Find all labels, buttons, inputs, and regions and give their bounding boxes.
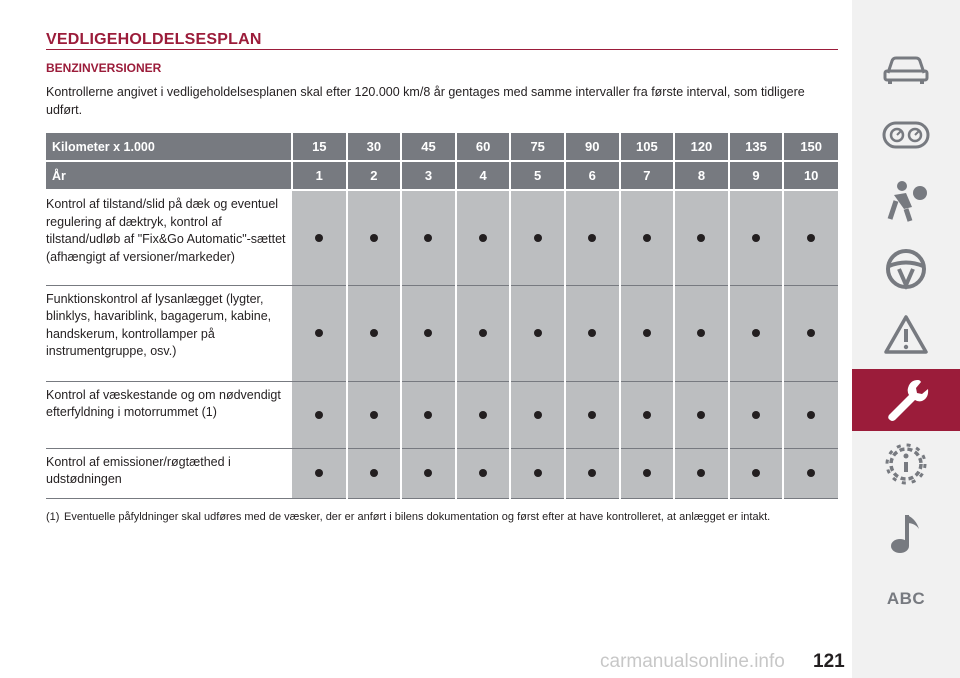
technical-data-gear-icon xyxy=(882,440,930,488)
check-dot-icon xyxy=(424,329,432,337)
check-dot-icon xyxy=(752,329,760,337)
check-dot-icon xyxy=(370,469,378,477)
sidebar-item-dashboard[interactable] xyxy=(852,104,960,166)
maintenance-row xyxy=(46,448,838,498)
interval-cell xyxy=(292,285,347,381)
interval-cell xyxy=(456,448,511,498)
interval-cell xyxy=(620,448,675,498)
footnote xyxy=(46,507,838,524)
check-dot-icon xyxy=(424,469,432,477)
km-value: 150 xyxy=(783,133,838,161)
sidebar-item-maintenance[interactable] xyxy=(852,369,960,431)
check-dot-icon xyxy=(697,411,705,419)
year-value: 9 xyxy=(729,161,784,190)
sidebar-item-technical-data[interactable] xyxy=(852,433,960,495)
watermark: carmanualsonline.info xyxy=(600,651,785,672)
footnote-text: Eventuelle påfyldninger skal udføres med de væsker, der er anført i bilens dokumentation og først efter at have kontrolleret, at anlægget er intakt. xyxy=(64,511,771,523)
check-dot-icon xyxy=(370,234,378,242)
year-header-label: År xyxy=(46,161,292,190)
km-value: 30 xyxy=(347,133,402,161)
interval-cell xyxy=(347,285,402,381)
interval-cell xyxy=(347,381,402,448)
interval-cell xyxy=(456,190,511,285)
maintenance-item-description: Kontrol af væskestande og om nødvendigt efterfyldning i motorrummet (1) xyxy=(46,381,292,448)
sidebar-item-multimedia[interactable] xyxy=(852,502,960,564)
km-value: 45 xyxy=(401,133,456,161)
check-dot-icon xyxy=(479,234,487,242)
km-value: 120 xyxy=(674,133,729,161)
km-header-row xyxy=(46,133,838,161)
interval-cell xyxy=(292,190,347,285)
interval-cell xyxy=(292,448,347,498)
sidebar-item-car[interactable] xyxy=(852,38,960,100)
page-title: VEDLIGEHOLDELSESPLAN xyxy=(46,31,262,48)
km-value: 15 xyxy=(292,133,347,161)
check-dot-icon xyxy=(534,329,542,337)
check-dot-icon xyxy=(424,411,432,419)
sidebar-item-emergency[interactable] xyxy=(852,304,960,366)
interval-cell xyxy=(674,448,729,498)
check-dot-icon xyxy=(315,234,323,242)
dashboard-gauges-icon xyxy=(882,120,930,150)
check-dot-icon xyxy=(588,469,596,477)
maintenance-row xyxy=(46,285,838,381)
year-value: 2 xyxy=(347,161,402,190)
year-value: 7 xyxy=(620,161,675,190)
interval-cell xyxy=(620,381,675,448)
check-dot-icon xyxy=(315,329,323,337)
interval-cell xyxy=(783,285,838,381)
check-dot-icon xyxy=(534,411,542,419)
interval-cell xyxy=(510,448,565,498)
interval-cell xyxy=(401,381,456,448)
warning-triangle-icon xyxy=(883,314,929,356)
interval-cell xyxy=(729,190,784,285)
interval-cell xyxy=(729,448,784,498)
check-dot-icon xyxy=(534,234,542,242)
interval-cell xyxy=(783,381,838,448)
check-dot-icon xyxy=(588,234,596,242)
year-value: 4 xyxy=(456,161,511,190)
maintenance-item-description: Kontrol af emissioner/røgtæthed i udstødningen xyxy=(46,448,292,498)
check-dot-icon xyxy=(370,329,378,337)
seat-belt-airbag-icon xyxy=(882,179,930,223)
interval-cell xyxy=(674,190,729,285)
year-value: 1 xyxy=(292,161,347,190)
check-dot-icon xyxy=(643,234,651,242)
check-dot-icon xyxy=(807,411,815,419)
km-header-label: Kilometer x 1.000 xyxy=(46,133,292,161)
year-header-row xyxy=(46,161,838,190)
interval-cell xyxy=(401,190,456,285)
wrench-icon xyxy=(882,376,930,424)
check-dot-icon xyxy=(588,329,596,337)
check-dot-icon xyxy=(424,234,432,242)
km-value: 105 xyxy=(620,133,675,161)
check-dot-icon xyxy=(479,469,487,477)
interval-cell xyxy=(401,448,456,498)
interval-cell xyxy=(620,285,675,381)
km-value: 135 xyxy=(729,133,784,161)
music-note-icon xyxy=(886,511,926,555)
maintenance-row xyxy=(46,381,838,448)
check-dot-icon xyxy=(479,329,487,337)
check-dot-icon xyxy=(752,411,760,419)
title-divider xyxy=(46,49,838,50)
check-dot-icon xyxy=(697,469,705,477)
interval-cell xyxy=(674,285,729,381)
maintenance-table-body xyxy=(46,190,838,498)
maintenance-table xyxy=(46,133,838,499)
check-dot-icon xyxy=(315,469,323,477)
km-value: 90 xyxy=(565,133,620,161)
car-icon xyxy=(882,53,930,85)
check-dot-icon xyxy=(807,329,815,337)
maintenance-item-description: Kontrol af tilstand/slid på dæk og eventuel regulering af dæktryk, kontrol af tilstand/udløb af "Fix&Go Automatic"-sættet (afhængigt af versioner/markeder) xyxy=(46,190,292,285)
check-dot-icon xyxy=(697,234,705,242)
interval-cell xyxy=(456,381,511,448)
check-dot-icon xyxy=(534,469,542,477)
interval-cell xyxy=(674,381,729,448)
interval-cell xyxy=(510,381,565,448)
check-dot-icon xyxy=(315,411,323,419)
check-dot-icon xyxy=(370,411,378,419)
check-dot-icon xyxy=(588,411,596,419)
interval-cell xyxy=(729,285,784,381)
km-value: 75 xyxy=(510,133,565,161)
sidebar-item-driving[interactable] xyxy=(852,238,960,300)
year-value: 5 xyxy=(510,161,565,190)
interval-cell xyxy=(565,448,620,498)
check-dot-icon xyxy=(807,469,815,477)
intro-paragraph: Kontrollerne angivet i vedligeholdelsesplanen skal efter 120.000 km/8 år gentages med samme intervaller fra første interval, som tidligere udført. xyxy=(46,85,805,117)
interval-cell xyxy=(620,190,675,285)
check-dot-icon xyxy=(643,329,651,337)
interval-cell xyxy=(565,381,620,448)
check-dot-icon xyxy=(479,411,487,419)
interval-cell xyxy=(783,190,838,285)
interval-cell xyxy=(292,381,347,448)
interval-cell xyxy=(565,190,620,285)
interval-cell xyxy=(401,285,456,381)
check-dot-icon xyxy=(807,234,815,242)
year-value: 10 xyxy=(783,161,838,190)
interval-cell xyxy=(783,448,838,498)
year-value: 8 xyxy=(674,161,729,190)
maintenance-item-description: Funktionskontrol af lysanlægget (lygter, blinklys, havariblink, bagagerum, kabine, handskerum, kontrollamper på instrumentgruppe, osv.) xyxy=(46,285,292,381)
footnote-marker: (1) xyxy=(46,511,60,523)
check-dot-icon xyxy=(752,469,760,477)
interval-cell xyxy=(565,285,620,381)
sidebar-item-index[interactable] xyxy=(852,568,960,630)
maintenance-row xyxy=(46,190,838,285)
interval-cell xyxy=(510,285,565,381)
check-dot-icon xyxy=(643,411,651,419)
page-number: 121 xyxy=(813,651,845,672)
check-dot-icon xyxy=(752,234,760,242)
sidebar-item-safety[interactable] xyxy=(852,170,960,232)
check-dot-icon xyxy=(643,469,651,477)
interval-cell xyxy=(347,190,402,285)
interval-cell xyxy=(510,190,565,285)
interval-cell xyxy=(347,448,402,498)
section-subtitle: BENZINVERSIONER xyxy=(46,61,162,75)
km-value: 60 xyxy=(456,133,511,161)
interval-cell xyxy=(456,285,511,381)
year-value: 6 xyxy=(565,161,620,190)
check-dot-icon xyxy=(697,329,705,337)
chapter-sidebar xyxy=(852,0,960,678)
interval-cell xyxy=(729,381,784,448)
year-value: 3 xyxy=(401,161,456,190)
steering-wheel-icon xyxy=(884,247,928,291)
index-abc-icon: ABC xyxy=(886,589,926,608)
